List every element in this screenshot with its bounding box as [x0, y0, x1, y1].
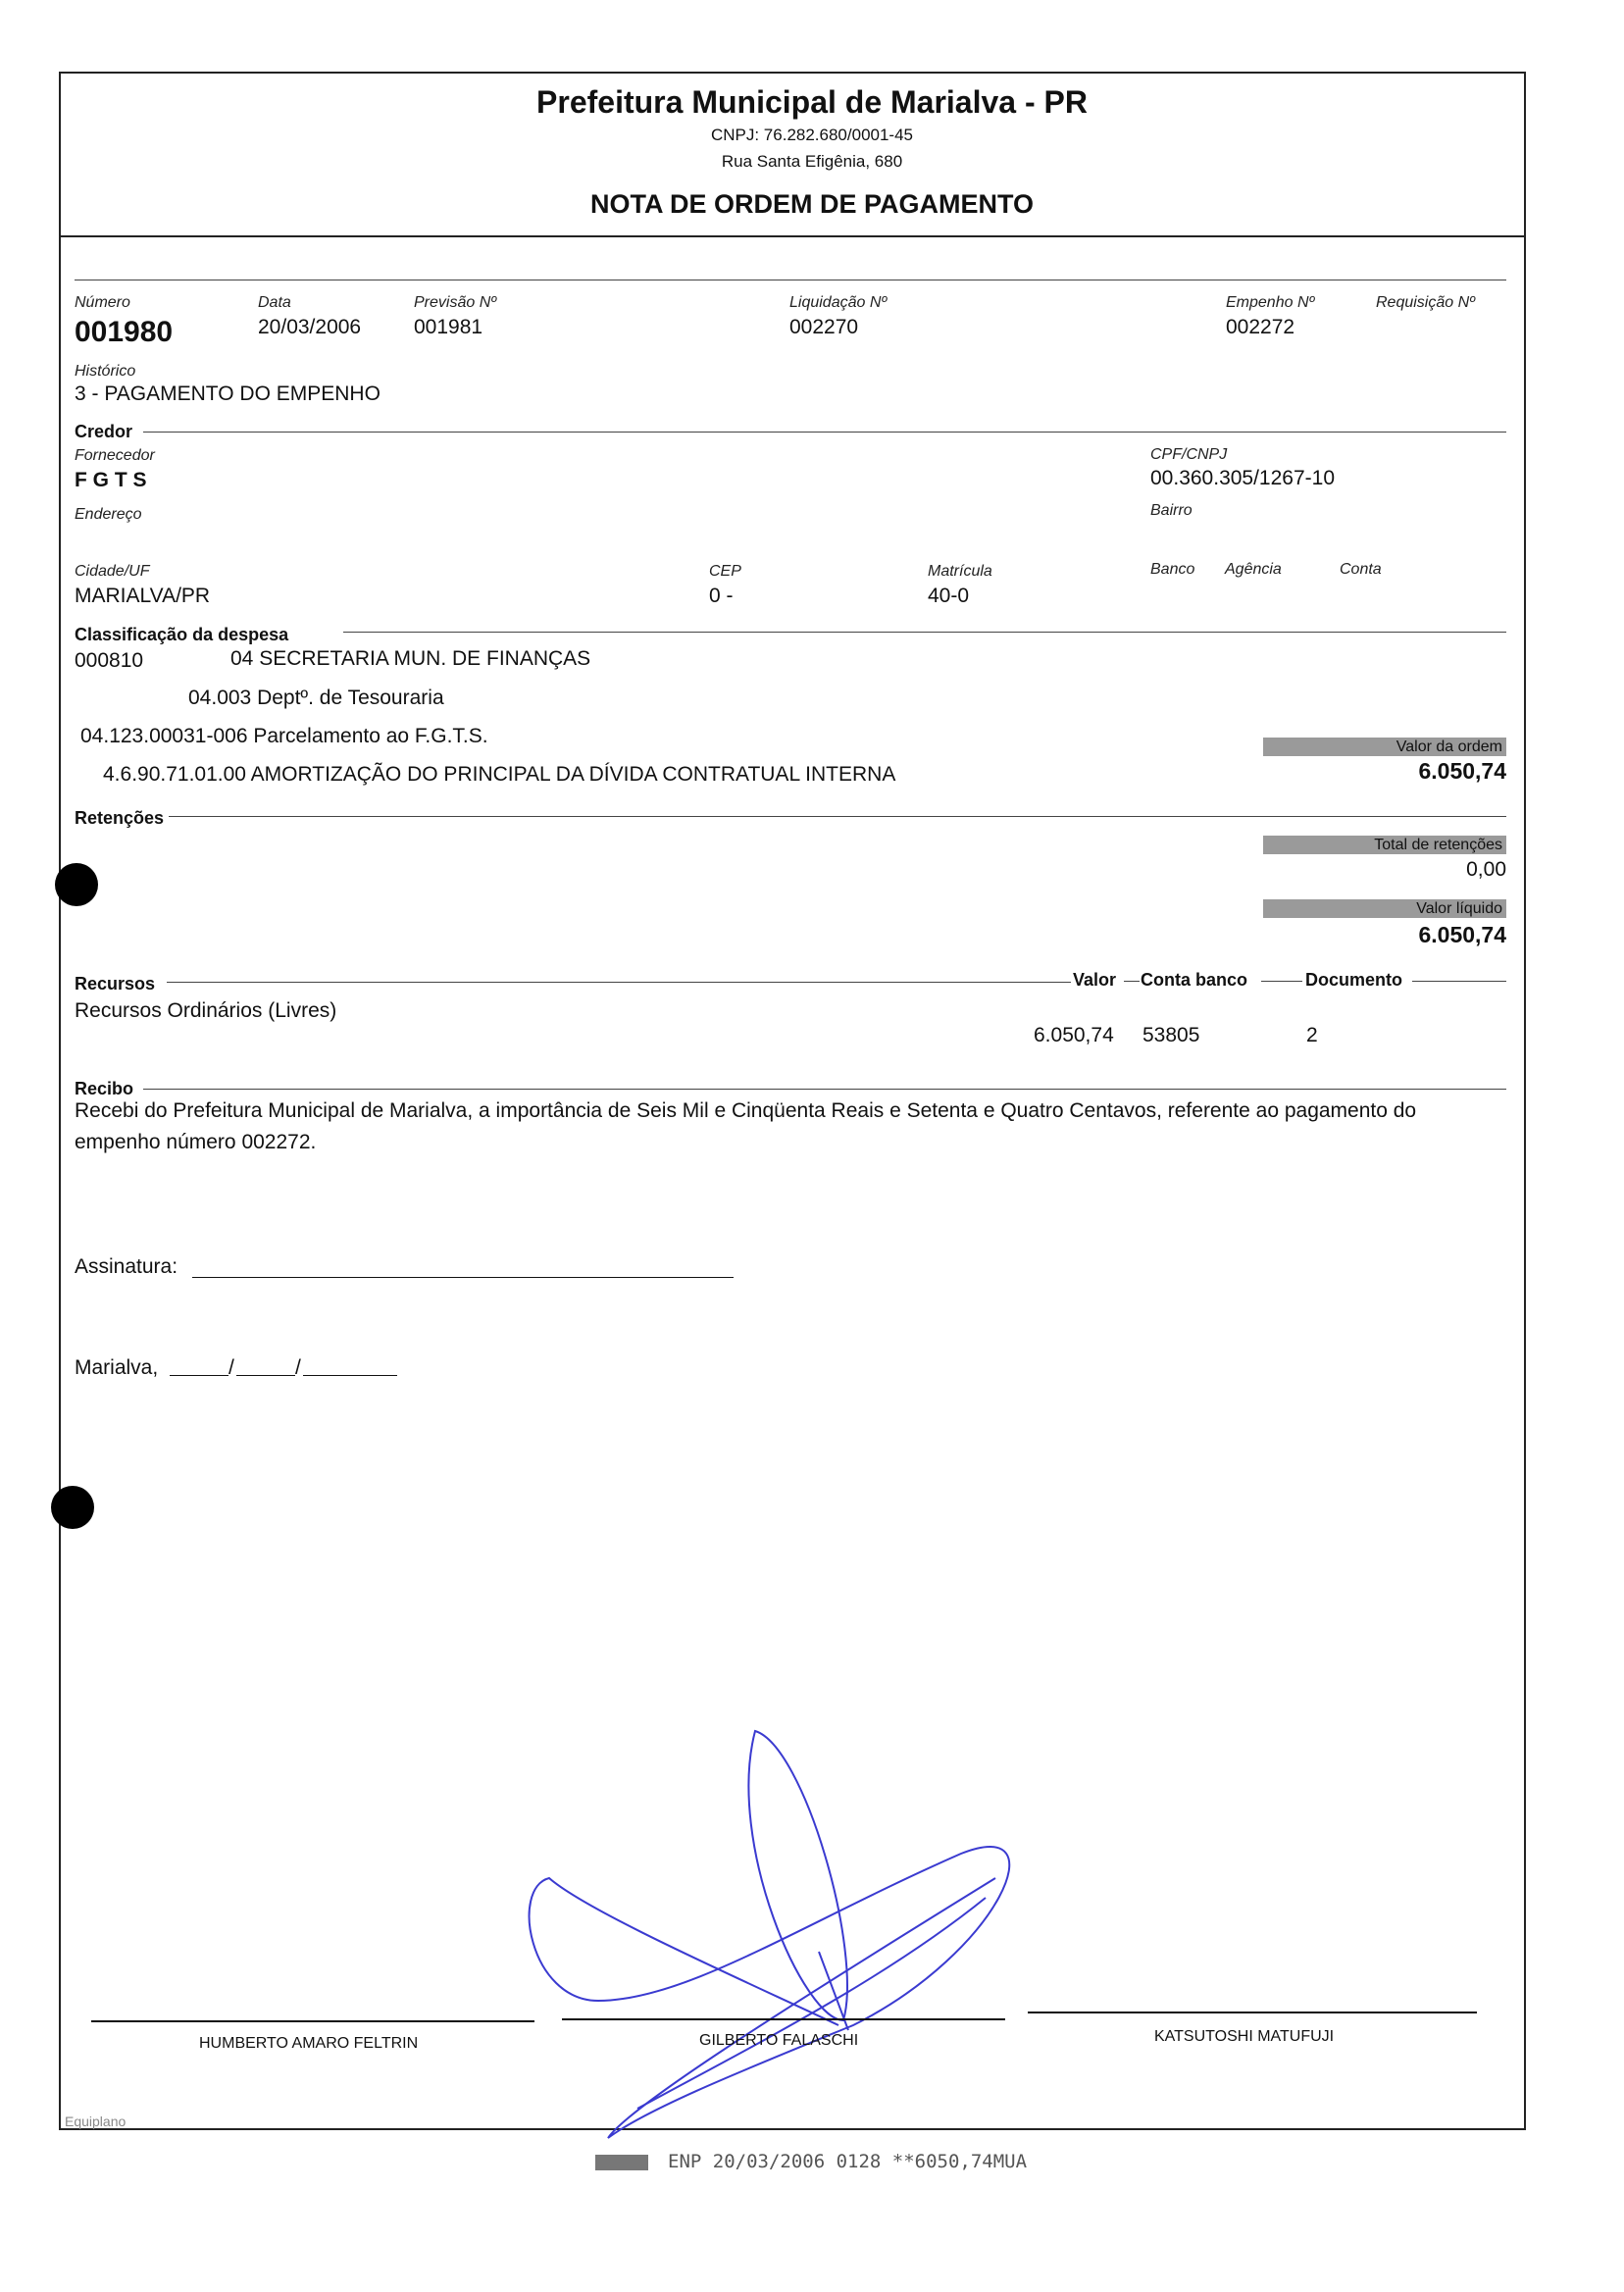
cpf-label: CPF/CNPJ — [1150, 446, 1228, 463]
recursos-section-title: Recursos — [75, 974, 156, 993]
empenho-value: 002272 — [1226, 316, 1295, 338]
cpf-value: 00.360.305/1267-10 — [1150, 467, 1336, 489]
recibo-text-line1: Recebi do Prefeitura Municipal de Marialva, a importância de Seis Mil e Cinqüenta Reais e Setenta e Quatro Centavos, referente ao pagamento do — [75, 1099, 1417, 1122]
page-title: NOTA DE ORDEM DE PAGAMENTO — [589, 189, 1034, 219]
fornecedor-label: Fornecedor — [75, 447, 155, 464]
liquidacao-value: 002270 — [789, 316, 859, 338]
valor-liquido-value: 6.050,74 — [1418, 922, 1506, 947]
cep-value: 0 - — [709, 585, 734, 607]
classificacao-unidade: 04.003 Deptº. de Tesouraria — [188, 687, 444, 709]
cidade-label: Cidade/UF — [75, 563, 150, 580]
signature-line-2 — [562, 2018, 1005, 2020]
punch-hole-top — [55, 863, 98, 906]
classificacao-elemento: 4.6.90.71.01.00 AMORTIZAÇÃO DO PRINCIPAL DA DÍVIDA CONTRATUAL INTERNA — [103, 763, 896, 786]
date-slash-2: / — [295, 1356, 301, 1379]
document-title: Prefeitura Municipal de Marialva - PR — [536, 84, 1088, 120]
classificacao-code: 000810 — [75, 649, 144, 672]
signatory-3: KATSUTOSHI MATUFUJI — [1154, 2028, 1335, 2045]
stamp-logo-icon — [595, 2155, 648, 2170]
header-cnpj: CNPJ: 76.282.680/0001-45 — [710, 126, 914, 144]
credor-section-title: Credor — [75, 422, 133, 441]
local-label: Marialva, — [75, 1356, 159, 1379]
empenho-label: Empenho Nº — [1226, 294, 1315, 311]
date-slash-1: / — [228, 1356, 234, 1379]
signatory-2: GILBERTO FALASCHI — [699, 2032, 859, 2049]
software-footer: Equiplano — [65, 2114, 127, 2129]
stamp-text: ENP 20/03/2006 0128 **6050,74MUA — [668, 2151, 1028, 2172]
classificacao-section-title: Classificação da despesa — [75, 625, 289, 644]
signature-line-3 — [1028, 2012, 1477, 2013]
assinatura-label: Assinatura: — [75, 1255, 178, 1278]
historico-label: Histórico — [75, 363, 136, 380]
endereco-label: Endereço — [75, 506, 142, 523]
recursos-conta: 53805 — [1142, 1024, 1200, 1046]
cidade-value: MARIALVA/PR — [75, 585, 211, 607]
data-value: 20/03/2006 — [258, 316, 362, 338]
requisicao-label: Requisição Nº — [1376, 294, 1475, 311]
recursos-conta-header: Conta banco — [1141, 970, 1248, 990]
retencoes-section-title: Retenções — [75, 808, 165, 828]
total-retencoes-value: 0,00 — [1466, 858, 1506, 881]
classificacao-orgao: 04 SECRETARIA MUN. DE FINANÇAS — [230, 647, 591, 670]
previsao-value: 001981 — [414, 316, 483, 338]
recursos-valor: 6.050,74 — [1034, 1024, 1114, 1046]
banco-label: Banco — [1150, 561, 1195, 578]
signatory-1: HUMBERTO AMARO FELTRIN — [199, 2035, 419, 2052]
recursos-fonte: Recursos Ordinários (Livres) — [75, 999, 337, 1022]
valor-ordem-label: Valor da ordem — [1396, 739, 1502, 755]
valor-ordem-value: 6.050,74 — [1418, 758, 1506, 784]
recibo-section-title: Recibo — [75, 1079, 134, 1098]
historico-value: 3 - PAGAMENTO DO EMPENHO — [75, 382, 381, 405]
bairro-label: Bairro — [1150, 502, 1193, 519]
valor-liquido-label: Valor líquido — [1416, 900, 1502, 917]
matricula-label: Matrícula — [928, 563, 992, 580]
classificacao-funcional: 04.123.00031-006 Parcelamento ao F.G.T.S. — [80, 725, 488, 747]
agencia-label: Agência — [1225, 561, 1282, 578]
data-label: Data — [258, 294, 291, 311]
numero-label: Número — [75, 294, 130, 311]
conta-label: Conta — [1340, 561, 1382, 578]
header-address: Rua Santa Efigênia, 680 — [721, 152, 903, 171]
recursos-valor-header: Valor — [1073, 970, 1117, 990]
cash-register-stamp — [595, 2151, 1027, 2172]
numero-value: 001980 — [75, 316, 174, 348]
recursos-documento: 2 — [1306, 1024, 1318, 1046]
punch-hole-bottom — [51, 1486, 94, 1529]
fornecedor-value: F G T S — [75, 469, 147, 491]
previsao-label: Previsão Nº — [414, 294, 497, 311]
cep-label: CEP — [709, 563, 741, 580]
matricula-value: 40-0 — [928, 585, 970, 607]
total-retencoes-label: Total de retenções — [1374, 837, 1502, 853]
liquidacao-label: Liquidação Nº — [789, 294, 888, 311]
signature-line-1 — [91, 2020, 534, 2022]
recibo-text-line2: empenho número 002272. — [75, 1131, 317, 1153]
recursos-documento-header: Documento — [1305, 970, 1402, 990]
